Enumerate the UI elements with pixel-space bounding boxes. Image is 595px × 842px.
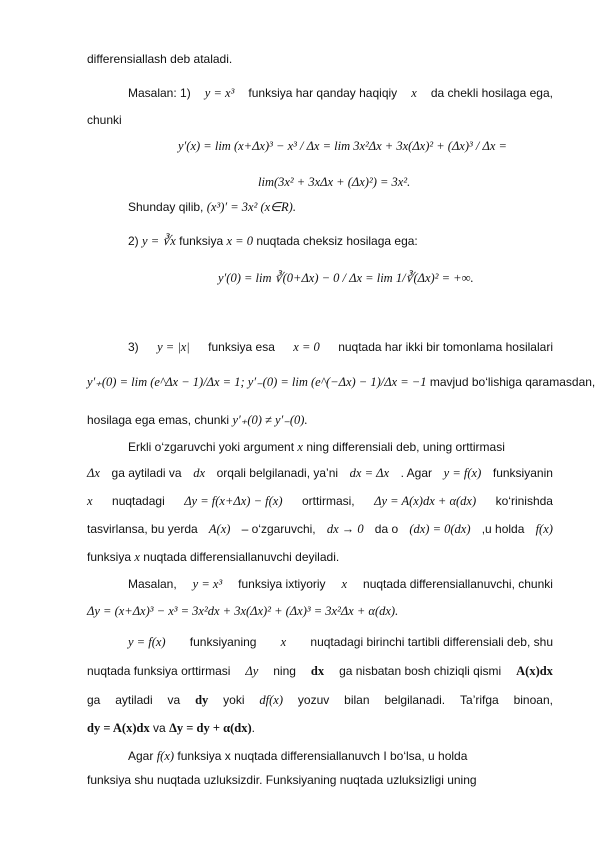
text-line-8: 3) y = |x| funksiya esa x = 0 nuqtada har ikki bir tomonlama hosilalari: [128, 340, 553, 354]
text-line-11: Erkli o‘zgaruvchi yoki argument x ning differensiali deb, uning orttirmasi: [128, 440, 505, 454]
text-line-10: hosilaga ega emas, chunki y′₊(0) ≠ y′₋(0).: [87, 413, 308, 427]
text-line-14: tasvirlansa, bu yerda A(x) – o‘zgaruvchi, dx → 0 da o (dx) = 0(dx) ,u holda f(x): [87, 522, 553, 536]
text-line-22: Agar f(x) funksiya x nuqtada differensiallanuvch I bo‘lsa, u holda: [128, 749, 468, 763]
text-line-9: y′₊(0) = lim (e^Δx − 1)/Δx = 1; y′₋(0) = lim (e^(−Δx) − 1)/Δx = −1 mavjud bo‘lishiga qaramasdan,: [87, 375, 595, 389]
formula-y-x3: y = x³: [204, 86, 235, 100]
text-line-1: differensiallash deb ataladi.: [87, 52, 233, 66]
text-line-6: 2) y = ∛x funksiya x = 0 nuqtada cheksiz hosilaga ega:: [128, 234, 418, 248]
formula-abs-x: y = |x|: [157, 340, 190, 354]
formula-not-equal: y′₊(0) ≠ y′₋(0).: [232, 413, 308, 427]
formula-derivative-limit: y′(x) = lim (x+Δx)³ − x³ / Δx = lim 3x²Δx + 3x(Δx)² + (Δx)³ / Δx =: [178, 138, 507, 153]
formula-derivative-x3: (x³)′ = 3x² (x∈R).: [206, 200, 296, 214]
formula-cube-root-limit: y′(0) = lim ∛(0+Δx) − 0 / Δx = lim 1/∛(Δx)² = +∞.: [218, 271, 474, 285]
formula-one-sided-derivatives: y′₊(0) = lim (e^Δx − 1)/Δx = 1; y′₋(0) = lim (e^(−Δx) − 1)/Δx = −1: [87, 375, 427, 389]
text-line-3: chunki: [87, 113, 122, 127]
formula-delta-y-expansion: Δy = (x+Δx)³ − x³ = 3x²dx + 3x(Δx)² + (Δx)³ = 3x²Δx + α(dx).: [87, 603, 399, 618]
text-line-5: Shunday qilib, (x³)′ = 3x² (x∈R).: [128, 200, 296, 214]
text-line-19: nuqtada funksiya orttirmasi Δy ning dx ga nisbatan bosh chiziqli qismi A(x)dx: [87, 664, 553, 678]
text-line-15: funksiya x nuqtada differensiallanuvchi deyiladi.: [87, 550, 340, 564]
formula-cube-root: y = ∛x: [142, 234, 176, 248]
text-line-18: y = f(x) funksiyaning x nuqtadagi birinchi tartibli differensiali deb, shu: [128, 635, 553, 649]
text-line-20: ga aytiladi va dy yoki df(x) yozuv bilan belgilanadi. Ta’rifga binoan,: [87, 693, 553, 707]
formula-derivative-result: lim(3x² + 3xΔx + (Δx)²) = 3x².: [258, 174, 411, 189]
text-line-16: Masalan, y = x³ funksiya ixtiyoriy x nuqtada differensiallanuvchi, chunki: [128, 577, 553, 591]
text-line-12: Δx ga aytiladi va dx orqali belgilanadi, ya’ni dx = Δx . Agar y = f(x) funksiyanin: [87, 466, 553, 480]
text-line-13: x nuqtadagi Δy = f(x+Δx) − f(x) orttirmasi, Δy = A(x)dx + α(dx) ko‘rinishda: [87, 494, 553, 508]
text-line-2: Masalan: 1) y = x³ funksiya har qanday haqiqiy x da chekli hosilaga ega,: [128, 86, 553, 100]
text-line-23: funksiya shu nuqtada uzluksizdir. Funksiyaning nuqtada uzluksizligi uning: [87, 773, 477, 787]
text-line-21: dy = A(x)dx va Δy = dy + α(dx).: [87, 721, 255, 735]
